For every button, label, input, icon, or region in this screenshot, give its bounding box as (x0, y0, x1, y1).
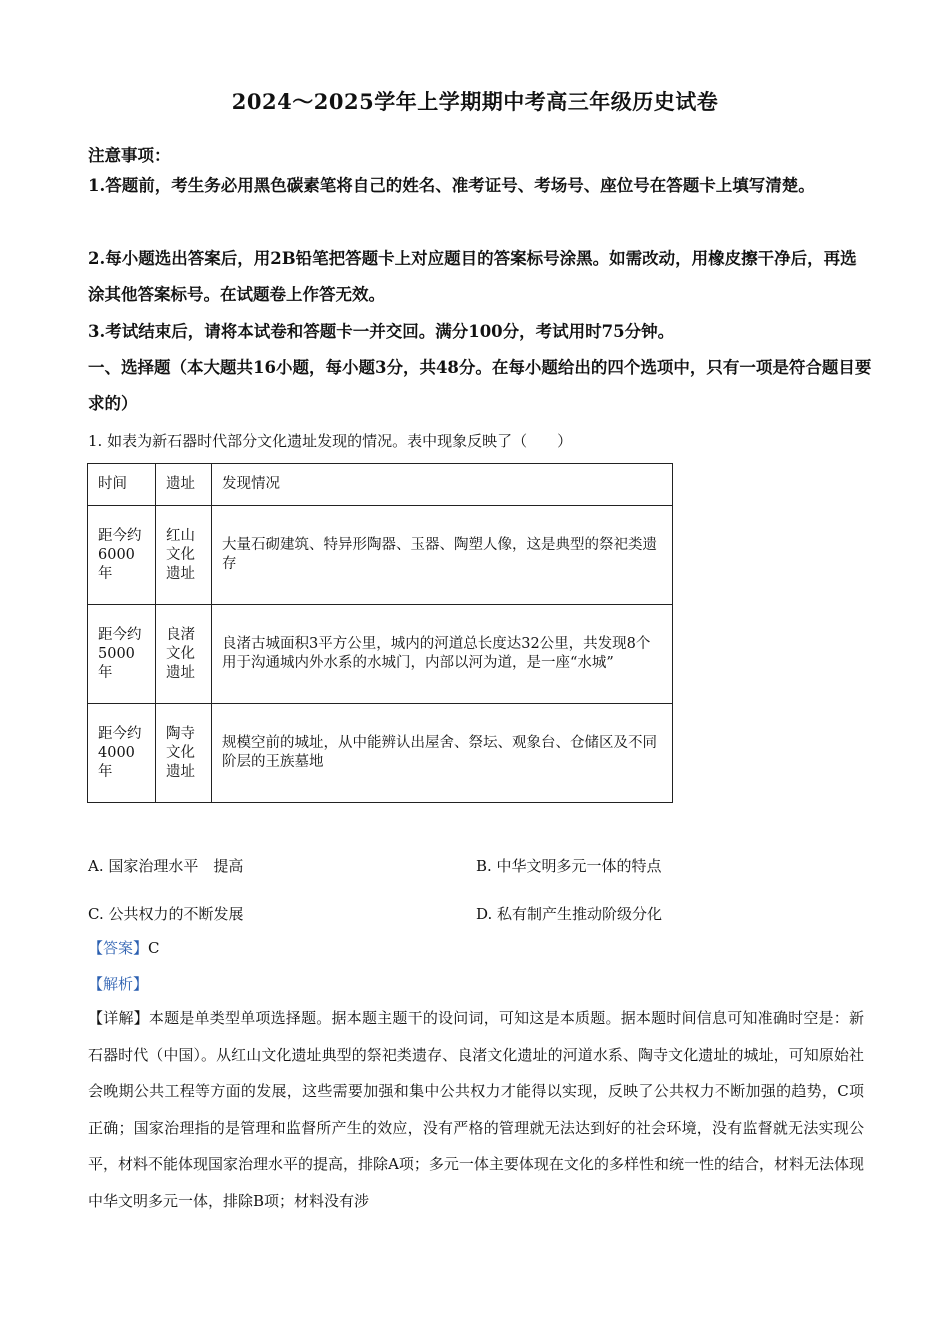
notice-item-2: 2.每小题选出答案后，用2B铅笔把答题卡上对应题目的答案标号涂黑。如需改动，用橡皮擦干净后，再选涂其他答案标号。在试题卷上作答无效。 (88, 249, 857, 304)
section-heading: 一、选择题（本大题共16小题，每小题3分，共48分。在每小题给出的四个选项中，只有一项是符合题目要求的） (88, 358, 872, 413)
table-header-cell: 遗址 (156, 464, 212, 506)
table-cell-site: 红山文化遗址 (156, 506, 212, 605)
answer-line (88, 937, 160, 958)
analysis-tag: 【解析】 (88, 975, 149, 993)
option-a: A. 国家治理水平 提高 (88, 857, 244, 875)
answer-tag: 【答案】 (88, 939, 149, 957)
notice-item-3: 3.考试结束后，请将本试卷和答题卡一并交回。满分100分，考试用时75分钟。 (88, 322, 675, 341)
table-header-cell: 发现情况 (212, 464, 673, 506)
detail-text: 本题是单类型单项选择题。据本题主题干的设问词，可知这是本质题。据本题时间信息可知准确时空是：新石器时代（中国）。从红山文化遗址典型的祭祀类遗存、良渚文化遗址的河道水系、陶寺文化遗址的城址，可知原始社会晚期公共工程等方面的发展，这些需要加强和集中公共权力才能得以实现，反映了公共权力不断加强的趋势，C项正确；国家治理指的是管理和监督所产生的效应，没有严格的管理就无法达到好的社会环境，没有监督就无法实现公平，材料不能体现国家治理水平的提高，排除A项；多元一体主要体现在文化的多样性和统一性的结合，材料无法体现中华文明多元一体，排除B项；材料没有涉 (88, 1009, 864, 1210)
option-b: B. 中华文明多元一体的特点 (476, 857, 662, 875)
detail-tag: 【详解】 (88, 1009, 149, 1027)
table-row (88, 704, 673, 803)
table-cell-findings: 大量石砌建筑、特异形陶器、玉器、陶塑人像，这是典型的祭祀类遗存 (212, 506, 673, 605)
option-c: C. 公共权力的不断发展 (88, 905, 244, 923)
table-cell-findings: 规模空前的城址，从中能辨认出屋舍、祭坛、观象台、仓储区及不同阶层的王族墓地 (212, 704, 673, 803)
table-header-cell: 时间 (88, 464, 156, 506)
notice-heading: 注意事项： (88, 146, 171, 165)
discovery-table (87, 463, 673, 803)
answer-value: C (148, 939, 160, 957)
table-cell-site: 良渚文化遗址 (156, 605, 212, 704)
table-cell-time: 距今约5000年 (88, 605, 156, 704)
table-cell-findings: 良渚古城面积3平方公里，城内的河道总长度达32公里，共发现8个用于沟通城内外水系的水城门，内部以河为道，是一座“水城” (212, 605, 673, 704)
table-cell-site: 陶寺文化遗址 (156, 704, 212, 803)
page-title: 2024～2025学年上学期期中考高三年级历史试卷 (231, 89, 719, 114)
table-cell-time: 距今约6000年 (88, 506, 156, 605)
table-header-row (88, 464, 673, 506)
question-stem: 1. 如表为新石器时代部分文化遗址发现的情况。表中现象反映了（ ） (88, 432, 573, 450)
notice-item-1: 1.答题前，考生务必用黑色碳素笔将自己的姓名、准考证号、考场号、座位号在答题卡上填写清楚。 (88, 176, 815, 195)
table-row (88, 506, 673, 605)
option-d: D. 私有制产生推动阶级分化 (476, 905, 663, 923)
analysis-detail (88, 1000, 864, 1219)
table-row (88, 605, 673, 704)
table-cell-time: 距今约4000年 (88, 704, 156, 803)
